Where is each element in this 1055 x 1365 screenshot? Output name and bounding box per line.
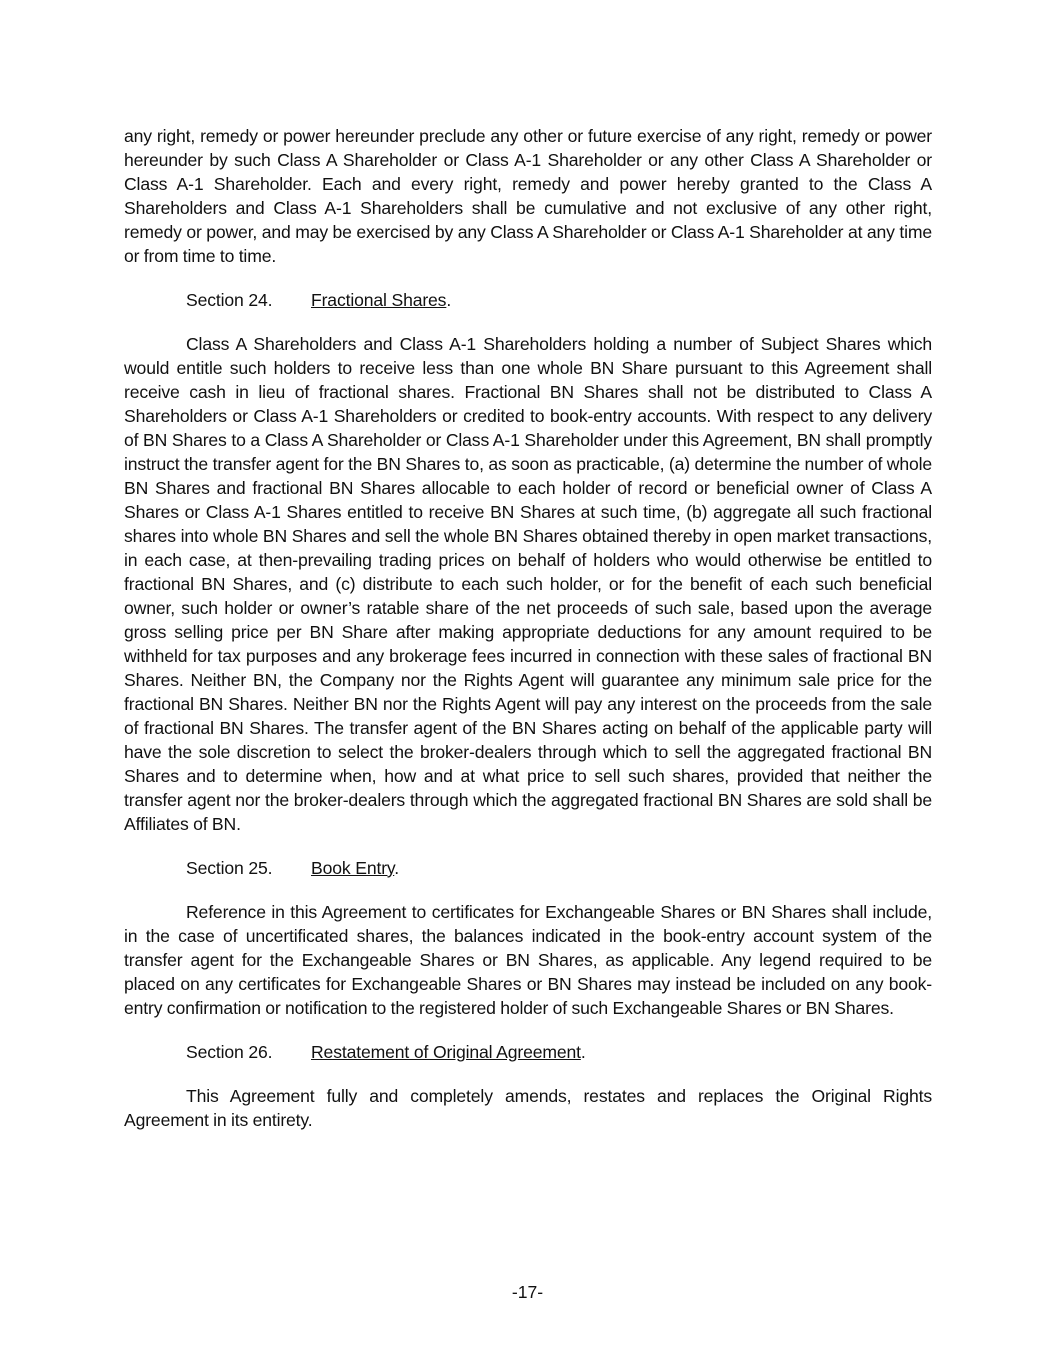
section-25-period: . xyxy=(394,858,399,878)
section-25-title: Book Entry xyxy=(311,858,395,878)
section-25-heading xyxy=(186,856,932,880)
section-26-title: Restatement of Original Agreement xyxy=(311,1042,581,1062)
section-25-number: Section 25. xyxy=(186,858,273,878)
section-24-period: . xyxy=(446,290,452,310)
document-page xyxy=(124,124,932,1132)
section-26-heading xyxy=(186,1040,932,1064)
page-number: -17- xyxy=(511,1282,544,1302)
section-26-period: . xyxy=(580,1042,586,1062)
section-26-paragraph: This Agreement fully and completely amends, restates and replaces the Original Rights Agreement in its entirety. xyxy=(124,1086,932,1130)
section-25-paragraph: Reference in this Agreement to certificates for Exchangeable Shares or BN Shares shall include, in the case of uncertificated shares, the balances indicated in the book-entry account system of the transfer agent for the Exchangeable Shares or BN Shares, as applicable. Any legend required to be placed on any certificates for Exchangeable Shares or BN Shares may instead be included on any book-entry confirmation or notification to the registered holder of such Exchangeable Shares or BN Shares. xyxy=(124,902,932,1018)
section-26-number: Section 26. xyxy=(186,1042,273,1062)
section-24-title: Fractional Shares xyxy=(311,290,447,310)
section-24-number: Section 24. xyxy=(186,290,273,310)
section-24-heading xyxy=(186,288,932,312)
continuation-paragraph: any right, remedy or power hereunder preclude any other or future exercise of any right, remedy or power hereunder by such Class A Shareholder or Class A-1 Shareholder or any other Class A Shareholder or Class A-1 Shareholder. Each and every right, remedy and power hereby granted to the Class A Shareholders and Class A-1 Shareholders shall be cumulative and not exclusive of any other right, remedy or power, and may be exercised by any Class A Shareholder or Class A-1 Shareholder at any time or from time to time. xyxy=(124,126,932,266)
section-24-paragraph: Class A Shareholders and Class A-1 Shareholders holding a number of Subject Shares which would entitle such holders to receive less than one whole BN Share pursuant to this Agreement shall receive cash in lieu of fractional shares. Fractional BN Shares shall not be distributed to Class A Shareholders or Class A-1 Shareholders or credited to book-entry accounts. With respect to any delivery of BN Shares to a Class A Shareholder or Class A-1 Shareholder under this Agreement, BN shall promptly instruct the transfer agent for the BN Shares to, as soon as practicable, (a) determine the number of whole BN Shares and fractional BN Shares allocable to each holder of record or beneficial owner of Class A Shares or Class A-1 Shares entitled to receive BN Shares at such time, (b) aggregate all such fractional shares into whole BN Shares and sell the whole BN Shares obtained thereby in open market transactions, in each case, at then-prevailing trading prices on behalf of holders who would otherwise be entitled to fractional BN Shares, and (c) distribute to each such holder, or for the benefit of each such beneficial owner, such holder or owner’s ratable share of the net proceeds of such sale, based upon the average gross selling price per BN Share after making appropriate deductions for any amount required to be withheld for tax purposes and any brokerage fees incurred in connection with these sales of fractional BN Shares. Neither BN, the Company nor the Rights Agent will guarantee any minimum sale price for the fractional BN Shares. Neither BN nor the Rights Agent will pay any interest on the proceeds from the sale of fractional BN Shares. The transfer agent of the BN Shares acting on behalf of the applicable party will have the sole discretion to select the broker-dealers through which to sell the aggregated fractional BN Shares and to determine when, how and at what price to sell such shares, provided that neither the transfer agent nor the broker-dealers through which the aggregated fractional BN Shares are sold shall be Affiliates of BN. xyxy=(124,334,932,834)
